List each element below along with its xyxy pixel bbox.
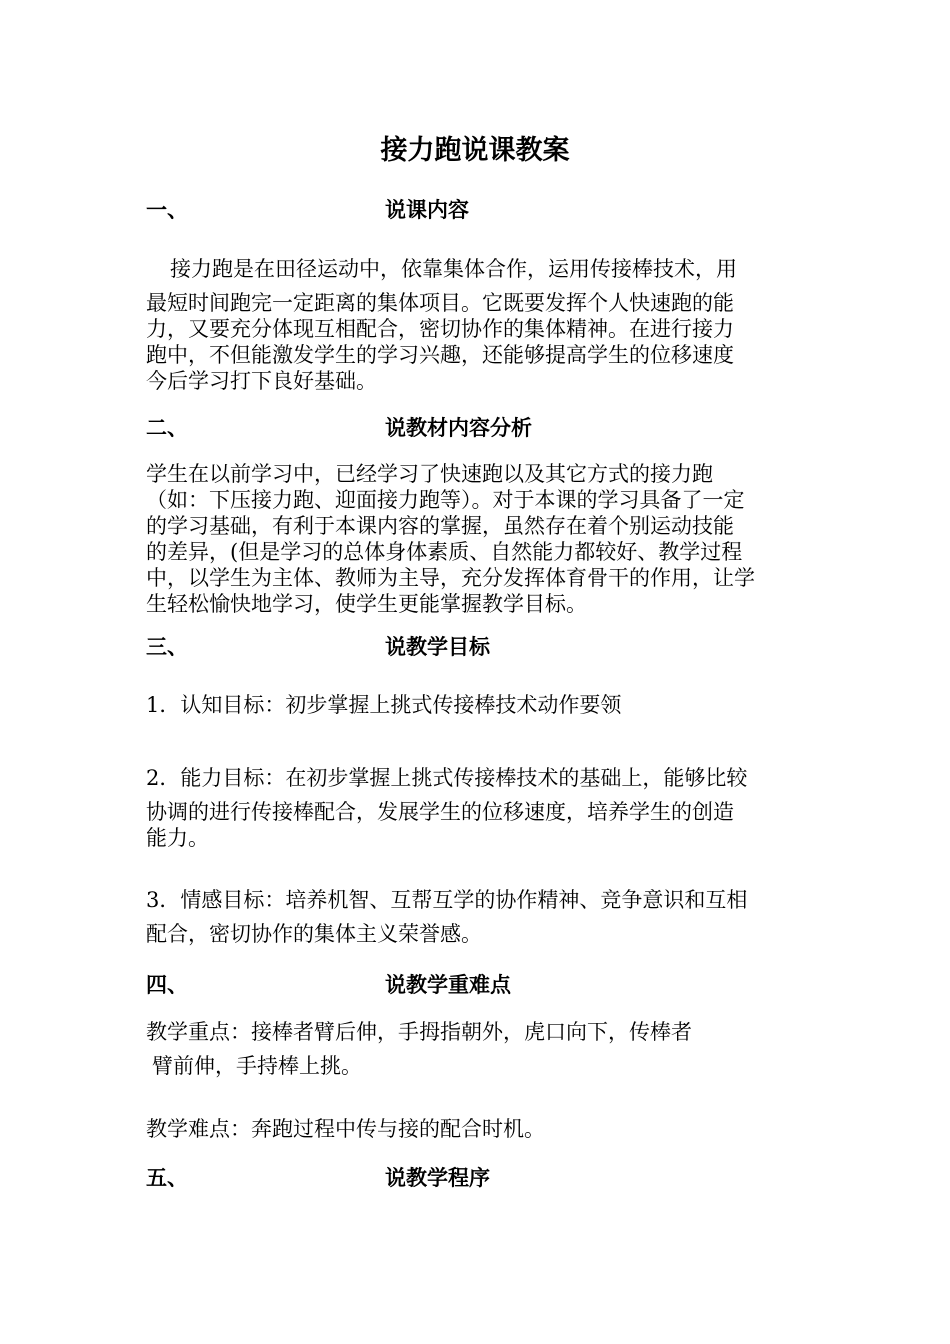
section-title: 说教学目标 xyxy=(385,634,490,659)
section-title: 说课内容 xyxy=(385,197,469,222)
section-2-paragraph xyxy=(146,461,808,617)
goal-2 xyxy=(146,765,808,851)
text-line: 教学重点：接棒者臂后伸，手拇指朝外，虎口向下，传棒者 xyxy=(146,1020,692,1044)
text-line: 1．认知目标：初步掌握上挑式传接棒技术动作要领 xyxy=(146,693,622,717)
goal-3 xyxy=(146,887,808,947)
text-line: 学生在以前学习中，已经学习了快速跑以及其它方式的接力跑 xyxy=(146,462,713,486)
section-number: 二、 xyxy=(146,415,188,440)
text-line: 力，又要充分体现互相配合，密切协作的集体精神。在进行接力 xyxy=(146,317,734,341)
section-number: 一、 xyxy=(146,197,188,222)
text-line: 接力跑是在田径运动中，依靠集体合作，运用传接棒技术，用 xyxy=(170,257,737,281)
text-line: 今后学习打下良好基础。 xyxy=(146,369,377,393)
key-point xyxy=(146,1019,808,1079)
text-line: 生轻松愉快地学习，使学生更能掌握教学目标。 xyxy=(146,592,587,616)
text-line: 最短时间跑完一定距离的集体项目。它既要发挥个人快速跑的能 xyxy=(146,291,734,315)
text-line: 配合，密切协作的集体主义荣誉感。 xyxy=(146,922,482,946)
section-title: 说教学重难点 xyxy=(385,972,511,997)
text-line: 3．情感目标：培养机智、互帮互学的协作精神、竞争意识和互相 xyxy=(146,888,748,912)
section-number: 三、 xyxy=(146,634,188,659)
document-title: 接力跑说课教案 xyxy=(380,135,570,166)
text-line: 2．能力目标：在初步掌握上挑式传接棒技术的基础上，能够比较 xyxy=(146,766,748,790)
text-line: 跑中，不但能激发学生的学习兴趣，还能够提高学生的位移速度 xyxy=(146,343,734,367)
text-line: 能力。 xyxy=(146,826,209,850)
difficulty-point xyxy=(146,1116,808,1142)
text-line: （如：下压接力跑、迎面接力跑等）。对于本课的学习具备了一定 xyxy=(146,488,745,512)
section-1-paragraph xyxy=(146,256,808,394)
text-line: 的学习基础，有利于本课内容的掌握，虽然存在着个别运动技能 xyxy=(146,514,734,538)
text-line: 臂前伸，手持棒上挑。 xyxy=(152,1054,362,1078)
section-title: 说教材内容分析 xyxy=(385,415,532,440)
section-title: 说教学程序 xyxy=(385,1165,490,1190)
text-line: 协调的进行传接棒配合，发展学生的位移速度，培养学生的创造 xyxy=(146,800,734,824)
section-number: 四、 xyxy=(146,972,188,997)
goal-1 xyxy=(146,692,808,718)
text-line: 中，以学生为主体、教师为主导，充分发挥体育骨干的作用，让学 xyxy=(146,566,755,590)
section-number: 五、 xyxy=(146,1165,188,1190)
text-line: 的差异，(但是学习的总体身体素质、自然能力都较好、教学过程 xyxy=(146,540,743,564)
text-line: 教学难点：奔跑过程中传与接的配合时机。 xyxy=(146,1117,545,1141)
